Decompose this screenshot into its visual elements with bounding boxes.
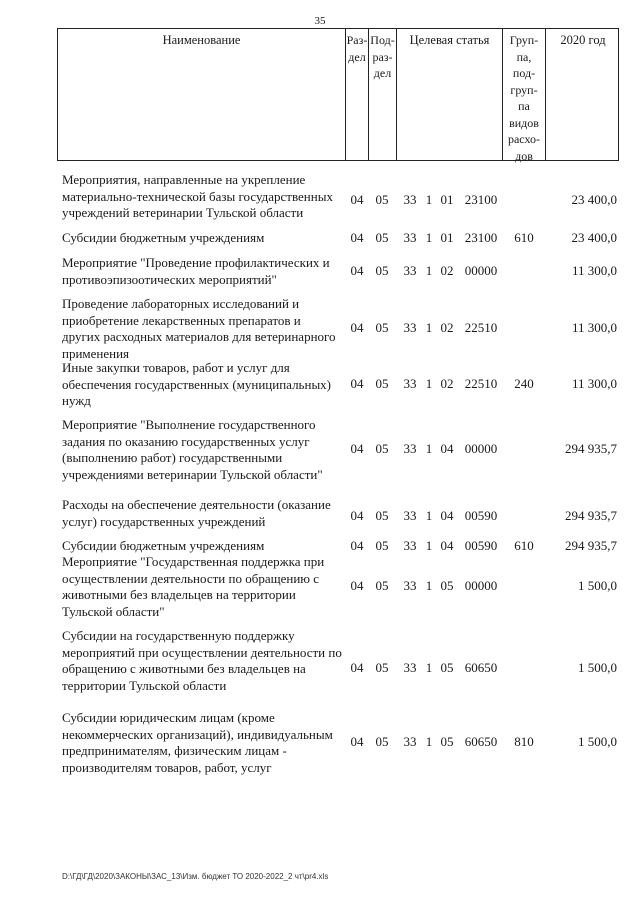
table-row bbox=[57, 628, 619, 694]
row-code-c4: 00590 bbox=[464, 508, 498, 523]
row-code-c2: 1 bbox=[425, 320, 433, 335]
row-code-pr: 05 bbox=[375, 660, 389, 675]
row-code-c3: 04 bbox=[440, 538, 454, 553]
row-code-vr: 810 bbox=[514, 734, 534, 749]
row-code-c4: 60650 bbox=[464, 734, 498, 749]
table-row bbox=[57, 538, 619, 555]
row-code-c2: 1 bbox=[425, 508, 433, 523]
header-year: 2020 год bbox=[560, 33, 606, 47]
row-name: Расходы на обеспечение деятельности (оказание услуг) государственных учреждений bbox=[62, 497, 331, 529]
row-code-rz: 04 bbox=[350, 734, 364, 749]
row-code-c1: 33 bbox=[403, 192, 417, 207]
row-code-pr: 05 bbox=[375, 508, 389, 523]
row-name: Субсидии бюджетным учреждениям bbox=[62, 230, 265, 245]
row-name: Субсидии бюджетным учреждениям bbox=[62, 538, 265, 553]
row-code-rz: 04 bbox=[350, 660, 364, 675]
row-code-c1: 33 bbox=[403, 508, 417, 523]
row-amount: 294 935,7 bbox=[565, 508, 617, 523]
row-code-rz: 04 bbox=[350, 578, 364, 593]
row-name: Проведение лабораторных исследований и приобретение лекарственных препаратов и других расходных материалов для ветеринарного применения bbox=[62, 296, 336, 361]
row-code-rz: 04 bbox=[350, 320, 364, 335]
row-code-pr: 05 bbox=[375, 441, 389, 456]
row-code-c3: 05 bbox=[440, 578, 454, 593]
row-code-c2: 1 bbox=[425, 660, 433, 675]
header-target-article: Целевая статья bbox=[397, 29, 503, 160]
row-amount: 23 400,0 bbox=[571, 192, 617, 207]
table-row bbox=[57, 360, 619, 410]
table-row bbox=[57, 554, 619, 620]
table-row bbox=[57, 497, 619, 530]
row-code-rz: 04 bbox=[350, 538, 364, 553]
page-number: 35 bbox=[314, 15, 326, 27]
row-amount: 1 500,0 bbox=[578, 578, 617, 593]
row-code-c4: 00590 bbox=[464, 538, 498, 553]
row-code-c4: 23100 bbox=[464, 230, 498, 245]
row-code-rz: 04 bbox=[350, 376, 364, 391]
file-path-footer: D:\ГД\ГД\2020\ЗАКОНЫ\ЗАС_13\Изм. бюджет ТО 2020-2022_2 чт\pr4.xls bbox=[62, 872, 329, 881]
row-code-rz: 04 bbox=[350, 263, 364, 278]
row-code-c4: 22510 bbox=[464, 320, 498, 335]
row-code-rz: 04 bbox=[350, 508, 364, 523]
row-code-c3: 04 bbox=[440, 441, 454, 456]
row-code-c4: 23100 bbox=[464, 192, 498, 207]
row-amount: 294 935,7 bbox=[565, 538, 617, 553]
row-code-c2: 1 bbox=[425, 230, 433, 245]
row-amount: 11 300,0 bbox=[571, 263, 617, 278]
row-code-c2: 1 bbox=[425, 441, 433, 456]
row-code-pr: 05 bbox=[375, 578, 389, 593]
row-code-c3: 01 bbox=[440, 230, 454, 245]
row-code-c4: 00000 bbox=[464, 263, 498, 278]
row-code-c3: 02 bbox=[440, 263, 454, 278]
row-code-c1: 33 bbox=[403, 578, 417, 593]
row-code-c1: 33 bbox=[403, 660, 417, 675]
row-code-c3: 05 bbox=[440, 734, 454, 749]
row-name: Субсидии юридическим лицам (кроме некоммерческих организаций), индивидуальным предпринимателям, физическим лицам - производителям товаров, работ, услуг bbox=[62, 710, 333, 775]
table-row bbox=[57, 172, 619, 222]
row-code-pr: 05 bbox=[375, 230, 389, 245]
row-name: Мероприятие "Проведение профилактических и противоэпизоотических мероприятий" bbox=[62, 255, 330, 287]
row-code-c4: 00000 bbox=[464, 578, 498, 593]
row-code-c1: 33 bbox=[403, 441, 417, 456]
header-name: Наименование bbox=[58, 29, 346, 160]
row-code-c4: 22510 bbox=[464, 376, 498, 391]
header-podrazdel: Под- раз- дел bbox=[369, 29, 397, 160]
row-code-vr: 610 bbox=[514, 230, 534, 245]
row-code-pr: 05 bbox=[375, 192, 389, 207]
row-name: Мероприятия, направленные на укрепление материально-технической базы государственных учреждений ветеринарии Тульской области bbox=[62, 172, 333, 220]
row-name: Мероприятие "Выполнение государственного задания по оказанию государственных услуг (выполнению работ) государственными учреждениями ветеринарии Тульской области" bbox=[62, 417, 323, 482]
row-name: Субсидии на государственную поддержку мероприятий при осуществлении деятельности по обращению с животными без владельцев на территории Тульской области bbox=[62, 628, 342, 693]
row-code-c1: 33 bbox=[403, 320, 417, 335]
row-amount: 11 300,0 bbox=[571, 320, 617, 335]
row-code-c2: 1 bbox=[425, 192, 433, 207]
row-code-c1: 33 bbox=[403, 734, 417, 749]
row-code-rz: 04 bbox=[350, 441, 364, 456]
table-header bbox=[57, 28, 619, 161]
row-code-c4: 00000 bbox=[464, 441, 498, 456]
table-row bbox=[57, 296, 619, 360]
row-code-c2: 1 bbox=[425, 263, 433, 278]
row-name: Мероприятие "Государственная поддержка при осуществлении деятельности по обращению с животными без владельцев на территории Тульской области" bbox=[62, 554, 325, 619]
table-row bbox=[57, 230, 619, 247]
row-code-c3: 01 bbox=[440, 192, 454, 207]
table-row bbox=[57, 255, 619, 288]
row-amount: 1 500,0 bbox=[578, 734, 617, 749]
row-amount: 11 300,0 bbox=[571, 376, 617, 391]
row-code-vr: 240 bbox=[514, 376, 534, 391]
row-code-pr: 05 bbox=[375, 376, 389, 391]
row-code-c2: 1 bbox=[425, 734, 433, 749]
table-row bbox=[57, 417, 619, 483]
header-expense-group: Груп- па, под- груп- па видов расхо- дов bbox=[503, 29, 546, 160]
row-code-vr: 610 bbox=[514, 538, 534, 553]
row-code-c1: 33 bbox=[403, 538, 417, 553]
row-code-pr: 05 bbox=[375, 263, 389, 278]
row-code-c3: 05 bbox=[440, 660, 454, 675]
header-razdel: Раз- дел bbox=[346, 29, 369, 160]
row-amount: 294 935,7 bbox=[565, 441, 617, 456]
row-name: Иные закупки товаров, работ и услуг для обеспечения государственных (муниципальных) нужд bbox=[62, 360, 332, 408]
row-code-c4: 60650 bbox=[464, 660, 498, 675]
row-code-rz: 04 bbox=[350, 192, 364, 207]
row-code-c2: 1 bbox=[425, 538, 433, 553]
row-amount: 23 400,0 bbox=[571, 230, 617, 245]
row-code-c1: 33 bbox=[403, 263, 417, 278]
row-code-pr: 05 bbox=[375, 538, 389, 553]
row-code-c3: 02 bbox=[440, 376, 454, 391]
row-code-c3: 04 bbox=[440, 508, 454, 523]
row-code-c2: 1 bbox=[425, 376, 433, 391]
table-row bbox=[57, 710, 619, 776]
row-code-c2: 1 bbox=[425, 578, 433, 593]
row-code-c1: 33 bbox=[403, 376, 417, 391]
row-code-rz: 04 bbox=[350, 230, 364, 245]
row-code-pr: 05 bbox=[375, 320, 389, 335]
row-code-pr: 05 bbox=[375, 734, 389, 749]
row-amount: 1 500,0 bbox=[578, 660, 617, 675]
row-code-c3: 02 bbox=[440, 320, 454, 335]
row-code-c1: 33 bbox=[403, 230, 417, 245]
